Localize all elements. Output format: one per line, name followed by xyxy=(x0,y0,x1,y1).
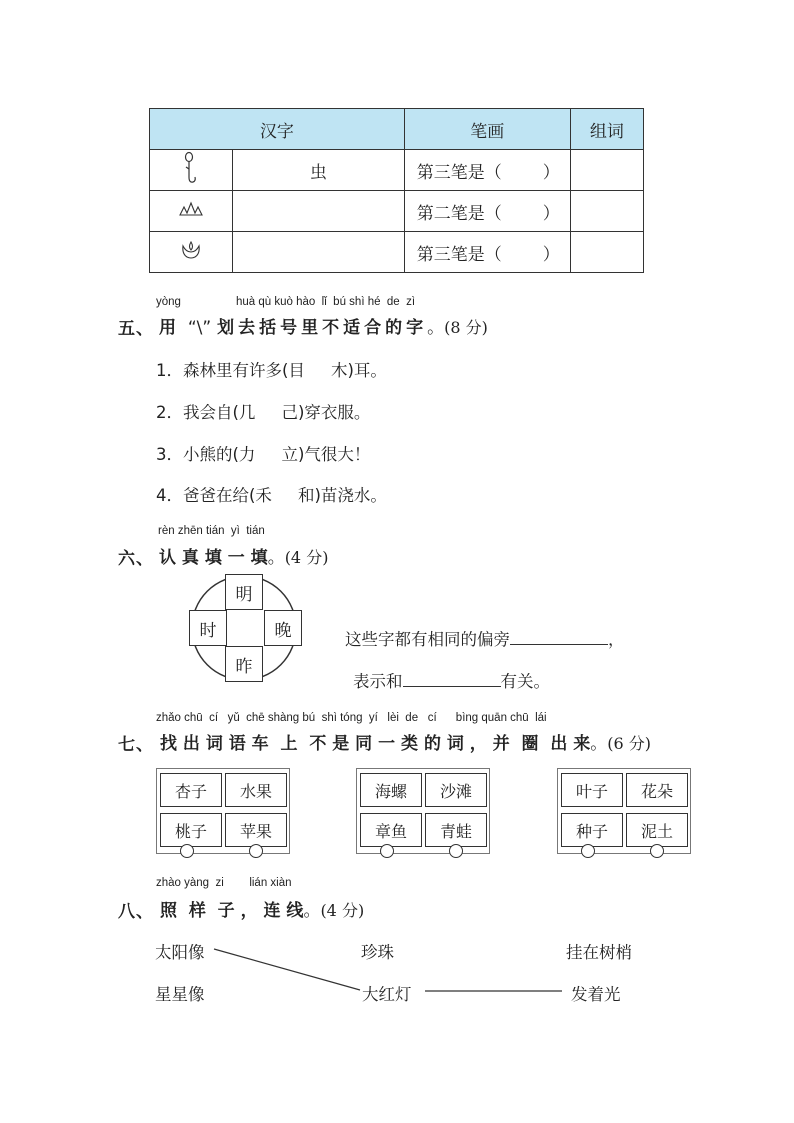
stroke-question xyxy=(404,191,570,232)
item-trail: 己)穿衣服。 xyxy=(281,403,371,422)
item-lead: 1．森林里有许多(目 xyxy=(156,361,305,380)
section5-title-tail: 。 xyxy=(427,318,445,338)
wheel-top-char: 明 xyxy=(225,574,263,610)
word-train-2 xyxy=(356,768,490,854)
item-trail: 和)苗浇水。 xyxy=(297,486,387,505)
item-trail: 木)耳。 xyxy=(330,361,387,380)
section7-title-tail: 。 xyxy=(590,734,608,754)
word-answer-cell[interactable] xyxy=(570,232,643,273)
item-lead: 3．小熊的(力 xyxy=(156,445,256,464)
word-box[interactable]: 桃子 xyxy=(160,813,222,847)
header-stroke: 笔画 xyxy=(404,109,570,150)
table-char xyxy=(233,232,405,273)
stroke-table xyxy=(149,108,644,273)
section7-score: (6 分) xyxy=(607,734,652,753)
word-train-3 xyxy=(557,768,691,854)
table-header-row xyxy=(150,109,644,150)
meaning-answer-blank[interactable] xyxy=(403,672,501,687)
section5-pinyin-b: huà qù kuò hào lǐ bú shì hé de zì xyxy=(236,296,416,308)
section8-title xyxy=(160,896,364,921)
list-item xyxy=(156,357,387,381)
ancient-fire-glyph-icon xyxy=(150,232,233,273)
section6-title-text: 认 真 填 一 填 xyxy=(159,548,268,568)
section5-title-b: 划去括号里不适合的字 xyxy=(217,318,428,338)
match-middle-2[interactable]: 大红灯 xyxy=(362,985,412,1004)
match-left-1[interactable]: 太阳像 xyxy=(155,943,205,962)
table-row xyxy=(150,232,644,273)
item-lead: 4．爸爸在给(禾 xyxy=(156,486,272,505)
word-train-1 xyxy=(156,768,290,854)
section7-title xyxy=(160,729,651,754)
train-wheel xyxy=(380,844,394,858)
section5-score: (8 分) xyxy=(444,318,488,337)
section7-pinyin: zhǎo chū cí yǔ chē shàng bú shì tóng yí lèi de cí bìng quān chū lái xyxy=(156,712,547,724)
sentence1-end: ， xyxy=(608,630,625,649)
train-wheel xyxy=(650,844,664,858)
list-item xyxy=(156,399,370,423)
word-box[interactable]: 沙滩 xyxy=(425,773,487,807)
wheel-right-char: 晚 xyxy=(264,610,302,646)
train-wheel xyxy=(249,844,263,858)
word-answer-cell[interactable] xyxy=(570,150,643,191)
answer-paren[interactable]: ） xyxy=(542,244,560,265)
section8-score: (4 分) xyxy=(320,901,365,920)
word-box[interactable]: 水果 xyxy=(225,773,287,807)
table-char xyxy=(233,191,405,232)
section6-title-tail: 。 xyxy=(267,548,285,568)
section6-sentence2 xyxy=(353,668,550,692)
word-box[interactable]: 海螺 xyxy=(360,773,422,807)
word-box[interactable]: 泥土 xyxy=(626,813,688,847)
header-word: 组词 xyxy=(570,109,643,150)
stroke-label: 第三笔是（ xyxy=(416,244,502,265)
word-box[interactable]: 杏子 xyxy=(160,773,222,807)
section6-sentence1 xyxy=(345,626,625,650)
stroke-label: 第三笔是（ xyxy=(416,162,502,183)
stroke-question xyxy=(404,232,570,273)
section6-number: 六、 xyxy=(118,549,154,569)
section8-title-text: 照 样 子 ， 连 线 xyxy=(160,901,304,921)
section5-title-a: 用 xyxy=(159,318,176,338)
match-left-2[interactable]: 星星像 xyxy=(155,985,205,1004)
word-box[interactable]: 苹果 xyxy=(225,813,287,847)
ancient-mountain-glyph-icon xyxy=(150,191,233,232)
example-line-left xyxy=(214,949,360,990)
word-box[interactable]: 叶子 xyxy=(561,773,623,807)
train-wheel xyxy=(449,844,463,858)
list-item xyxy=(156,482,387,506)
wheel-left-char: 时 xyxy=(189,610,227,646)
table-char: 虫 xyxy=(233,150,405,191)
item-lead: 2．我会自(几 xyxy=(156,403,256,422)
section7-title-text: 找 出 词 语 车 上 不 是 同 一 类 的 词 ， 并 圈 出 来 xyxy=(160,734,591,754)
section5-number: 五、 xyxy=(118,319,154,339)
section6-pinyin: rèn zhēn tián yì tián xyxy=(158,525,265,537)
header-hanzi: 汉字 xyxy=(150,109,405,150)
sentence2-text: 表示和 xyxy=(353,672,403,691)
stroke-label: 第二笔是（ xyxy=(416,203,502,224)
list-item xyxy=(156,441,370,465)
word-box[interactable]: 章鱼 xyxy=(360,813,422,847)
section8-title-tail: 。 xyxy=(303,901,321,921)
word-box[interactable]: 种子 xyxy=(561,813,623,847)
table-row xyxy=(150,191,644,232)
word-answer-cell[interactable] xyxy=(570,191,643,232)
match-right-1[interactable]: 挂在树梢 xyxy=(566,943,632,962)
match-right-2[interactable]: 发着光 xyxy=(571,985,621,1004)
section6-score: (4 分) xyxy=(284,548,329,567)
section5-title-quote: “\” xyxy=(187,318,212,338)
sentence1-text: 这些字都有相同的偏旁 xyxy=(345,630,510,649)
answer-paren[interactable]: ） xyxy=(542,203,560,224)
word-box[interactable]: 花朵 xyxy=(626,773,688,807)
radical-answer-blank[interactable] xyxy=(510,630,608,645)
section5-title xyxy=(159,313,488,338)
section8-number: 八、 xyxy=(118,902,154,922)
ancient-insect-glyph-icon xyxy=(150,150,233,191)
train-wheel xyxy=(180,844,194,858)
wheel-bottom-char: 昨 xyxy=(225,646,263,682)
train-wheel xyxy=(581,844,595,858)
table-row xyxy=(150,150,644,191)
section6-title xyxy=(159,543,328,568)
item-trail: 立)气很大！ xyxy=(281,445,371,464)
word-box[interactable]: 青蛙 xyxy=(425,813,487,847)
section5-pinyin-a: yòng xyxy=(156,296,181,308)
sentence2-end: 有关。 xyxy=(500,672,550,691)
answer-paren[interactable]: ） xyxy=(542,162,560,183)
stroke-question xyxy=(404,150,570,191)
match-middle-1[interactable]: 珍珠 xyxy=(361,943,394,962)
section8-pinyin: zhào yàng zi lián xiàn xyxy=(156,877,292,889)
section7-number: 七、 xyxy=(118,735,154,755)
